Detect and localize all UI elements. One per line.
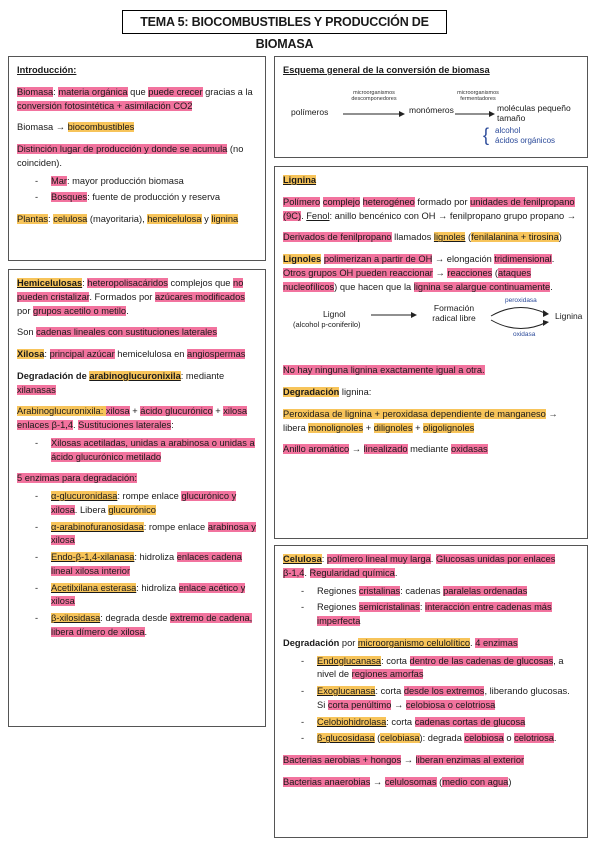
scheme-diagram <box>283 86 579 156</box>
lignina-diagram <box>283 297 583 354</box>
intro-heading: Introducción: <box>17 65 77 75</box>
list-item: - Xilosas acetiladas, unidas a arabinosa o unidas a ácido glucurónico metilado <box>51 437 257 465</box>
list-item: - Endoglucanasa: corta dentro de las cadenas de glucosas, a nivel de regiones amorfas <box>317 655 579 683</box>
list-item: - Endo-β-1,4-xilanasa: hidroliza enlaces cadena lineal xilosa interior <box>51 551 257 579</box>
celulosa-regiones-list <box>283 585 579 629</box>
lignina-diagram-lignol: Lignol <box>323 309 346 320</box>
hemicelulosa-section <box>8 269 266 727</box>
hemi-xilosa: Xilosa: principal azúcar hemicelulosa en angiospermas <box>17 349 246 359</box>
celulosa-anaerobias: Bacterias anaerobias → celulosomas (medio con agua) <box>283 776 512 787</box>
hemi-enzimas-title: 5 enzimas para degradación: <box>17 473 137 484</box>
lignina-def: Polímero complejo heterogéneo formado por unidades de fenilpropano (9C). Fenol: anillo bencénico con OH → fenilpropano grupo propano → <box>283 196 577 221</box>
list-item: - β-xilosidasa: degrada desde extremo de cadena, libera dímero de xilosa. <box>51 612 257 640</box>
list-item: - Exoglucanasa: corta desde los extremos, liberando glucosas. Si corta penúltimo → celobiosa o celotriosa <box>317 685 579 713</box>
scheme-monomeros: monómeros <box>409 104 454 115</box>
intro-distincion: Distinción lugar de producción y donde se acumula (no coinciden). <box>17 144 244 168</box>
lignina-unica: No hay ninguna lignina exactamente igual a otra. <box>283 365 485 376</box>
hemi-arabino: Arabinoglucuronixila: xilosa + ácido glucurónico + xilosa enlaces β-1,4. Sustituciones laterales: <box>17 406 248 430</box>
list-item: - α-arabinofuranosidasa: rompe enlace arabinosa y xilosa <box>51 521 257 549</box>
lignina-arrow-curved <box>489 302 551 338</box>
hemi-degradacion: Degradación de arabinoglucuronixila: mediante xilanasas <box>17 370 225 395</box>
lignina-anillo: Anillo aromático → linealizado mediante oxidasas <box>283 444 488 455</box>
intro-list <box>17 175 257 206</box>
hemi-enzimas-list <box>17 490 257 640</box>
scheme-acidos: ácidos orgánicos <box>495 135 556 145</box>
page-title: TEMA 5: BIOCOMBUSTIBLES Y PRODUCCIÓN DE BIOMASA <box>122 10 447 34</box>
lignina-peroxidasa: Peroxidasa de lignina + peroxidasa dependiente de manganeso → libera monolignoles + dilignoles + oligolignoles <box>283 408 558 433</box>
scheme-arrow2-label: microorganismos fermentadores <box>457 89 499 102</box>
scheme-arrow-2 <box>455 110 495 118</box>
lignina-diagram-perox: peroxidasa <box>505 297 537 305</box>
lignina-diagram-oxidasa: oxidasa <box>513 331 536 339</box>
hemi-list <box>17 437 257 465</box>
scheme-moleculas: moléculas pequeño tamaño <box>497 102 571 123</box>
list-item: - Regiones semicristalinas: interacción entre cadenas más imperfecta <box>317 601 579 629</box>
hemi-def: Hemicelulosas: heteropolisacáridos complejos que no pueden cristalizar. Formados por azúcares modificados por grupos acetilo o metilo. <box>17 278 245 316</box>
lignina-diagram-alcohol: (alcohol p-coniferilo) <box>293 320 361 330</box>
lignina-section <box>274 166 588 539</box>
list-item: - α-glucuronidasa: rompe enlace glucurónico y xilosa. Libera glucurónico <box>51 490 257 518</box>
scheme-brace-icon: { <box>483 124 490 145</box>
list-item: - Celobiohidrolasa: corta cadenas cortas de glucosa <box>317 716 579 730</box>
intro-biomasa: Biomasa: materia orgánica que puede crecer gracias a la conversión fotosintética + asimilación CO2 <box>17 86 253 111</box>
celulosa-def: Celulosa: polímero lineal muy larga. Glucosas unidas por enlaces β-1,4. Regularidad química. <box>283 554 556 578</box>
scheme-alcohol: alcohol <box>495 125 521 135</box>
lignina-derivados: Derivados de fenilpropano llamados lignoles (fenilalanina + tirosina) <box>283 232 562 243</box>
scheme-arrow-1 <box>343 110 405 118</box>
celulosa-aerobias: Bacterias aerobias + hongos → liberan enzimas al exterior <box>283 755 525 765</box>
lignina-arrow-1 <box>371 311 417 319</box>
lignina-diagram-lignina: Lignina <box>555 311 583 322</box>
lignina-heading: Lignina <box>283 175 317 185</box>
celulosa-degradacion: Degradación por microorganismo celulolítico. 4 enzimas <box>283 637 518 648</box>
list-item: - Mar: mayor producción biomasa <box>51 175 257 189</box>
scheme-arrow1-label: microorganismos descomponedores <box>351 89 397 102</box>
list-item: - β-glucosidasa (celobiasa): degrada celobiosa o celotriosa. <box>317 732 579 746</box>
scheme-heading: Esquema general de la conversión de biomasa <box>283 65 490 75</box>
list-item: - Regiones cristalinas: cadenas paralelas ordenadas <box>317 585 579 599</box>
celulosa-section <box>274 545 588 838</box>
scheme-section <box>274 56 588 158</box>
hemi-cadenas: Son cadenas lineales con sustituciones laterales <box>17 327 218 338</box>
lignina-degradacion: Degradación lignina: <box>283 387 372 397</box>
intro-section <box>8 56 266 261</box>
list-item: - Bosques: fuente de producción y reserva <box>51 191 257 205</box>
intro-biocombustibles: Biomasa → biocombustibles <box>17 122 135 133</box>
list-item: - Acetilxilana esterasa: hidroliza enlace acético y xilosa <box>51 582 257 610</box>
celulosa-enzimas-list <box>283 655 579 747</box>
intro-plantas: Plantas: celulosa (mayoritaria), hemicelulosa y lignina <box>17 214 239 224</box>
lignina-lignoles: Lignoles polimerizan a partir de OH → elongación tridimensional. Otros grupos OH pueden reaccionar → reacciones (ataques nucleofílicos) que hacen que la lignina se alargue continuamente. <box>283 254 555 292</box>
lignina-diagram-radical: Formación radical libre <box>432 303 476 324</box>
scheme-polimeros: polímeros <box>291 106 329 117</box>
